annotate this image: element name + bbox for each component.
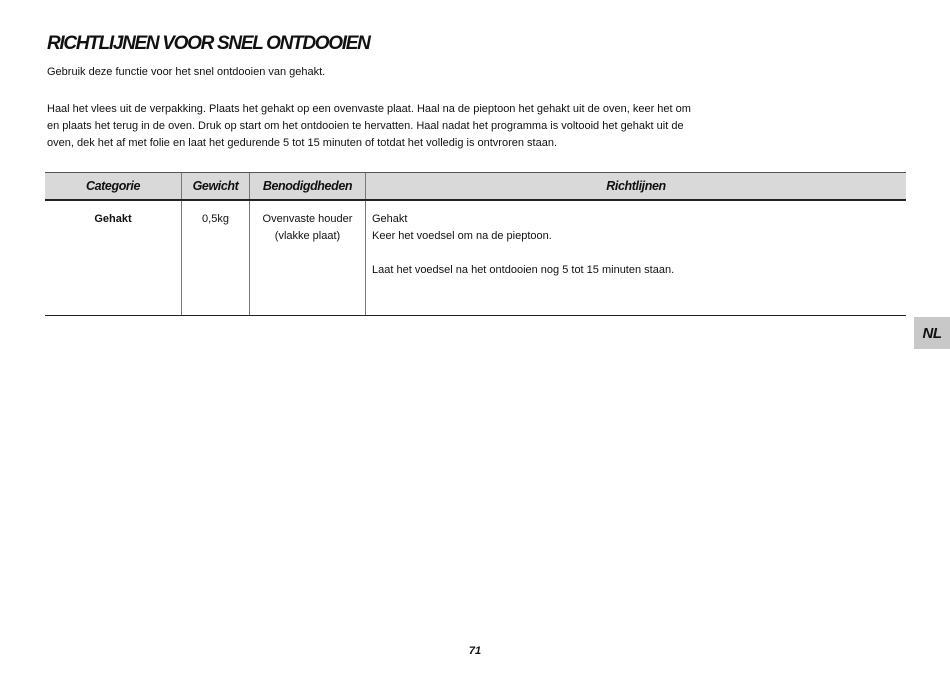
header-weight: Gewicht bbox=[182, 173, 250, 201]
language-tab: NL bbox=[914, 317, 950, 349]
instructions-line: oven, dek het af met folie en laat het gedurende 5 tot 15 minuten of totdat het volledig is ontvroren staan. bbox=[47, 137, 558, 149]
table-header-row bbox=[45, 173, 906, 201]
defrost-guide-table bbox=[45, 172, 906, 316]
page-number: 71 bbox=[468, 645, 482, 657]
cell-guidelines bbox=[366, 200, 907, 316]
page-title: RICHTLIJNEN VOOR SNEL ONTDOOIEN bbox=[47, 33, 370, 54]
instructions-line: en plaats het terug in de oven. Druk op start om het ontdooien te hervatten. Haal nadat het programma is voltooid het gehakt uit de bbox=[47, 120, 684, 132]
header-category: Categorie bbox=[45, 173, 182, 201]
header-guidelines: Richtlijnen bbox=[366, 173, 907, 201]
cell-accessories bbox=[250, 200, 366, 316]
accessory-line: Ovenvaste houder bbox=[262, 213, 353, 225]
table-row bbox=[45, 200, 906, 316]
header-accessories: Benodigdheden bbox=[250, 173, 366, 201]
instructions-line: Haal het vlees uit de verpakking. Plaats het gehakt op een ovenvaste plaat. Haal na de pieptoon het gehakt uit de oven, keer het om bbox=[47, 103, 691, 115]
cell-weight: 0,5kg bbox=[182, 200, 250, 316]
instructions-paragraph bbox=[47, 101, 767, 152]
guideline-step: Laat het voedsel na het ontdooien nog 5 tot 15 minuten staan. bbox=[372, 264, 675, 276]
guideline-step: Keer het voedsel om na de pieptoon. bbox=[372, 230, 552, 242]
accessory-line: (vlakke plaat) bbox=[274, 230, 341, 242]
intro-text: Gebruik deze functie voor het snel ontdooien van gehakt. bbox=[47, 66, 326, 78]
spacer bbox=[372, 245, 900, 262]
cell-category: Gehakt bbox=[45, 200, 182, 316]
guideline-title: Gehakt bbox=[372, 213, 408, 225]
